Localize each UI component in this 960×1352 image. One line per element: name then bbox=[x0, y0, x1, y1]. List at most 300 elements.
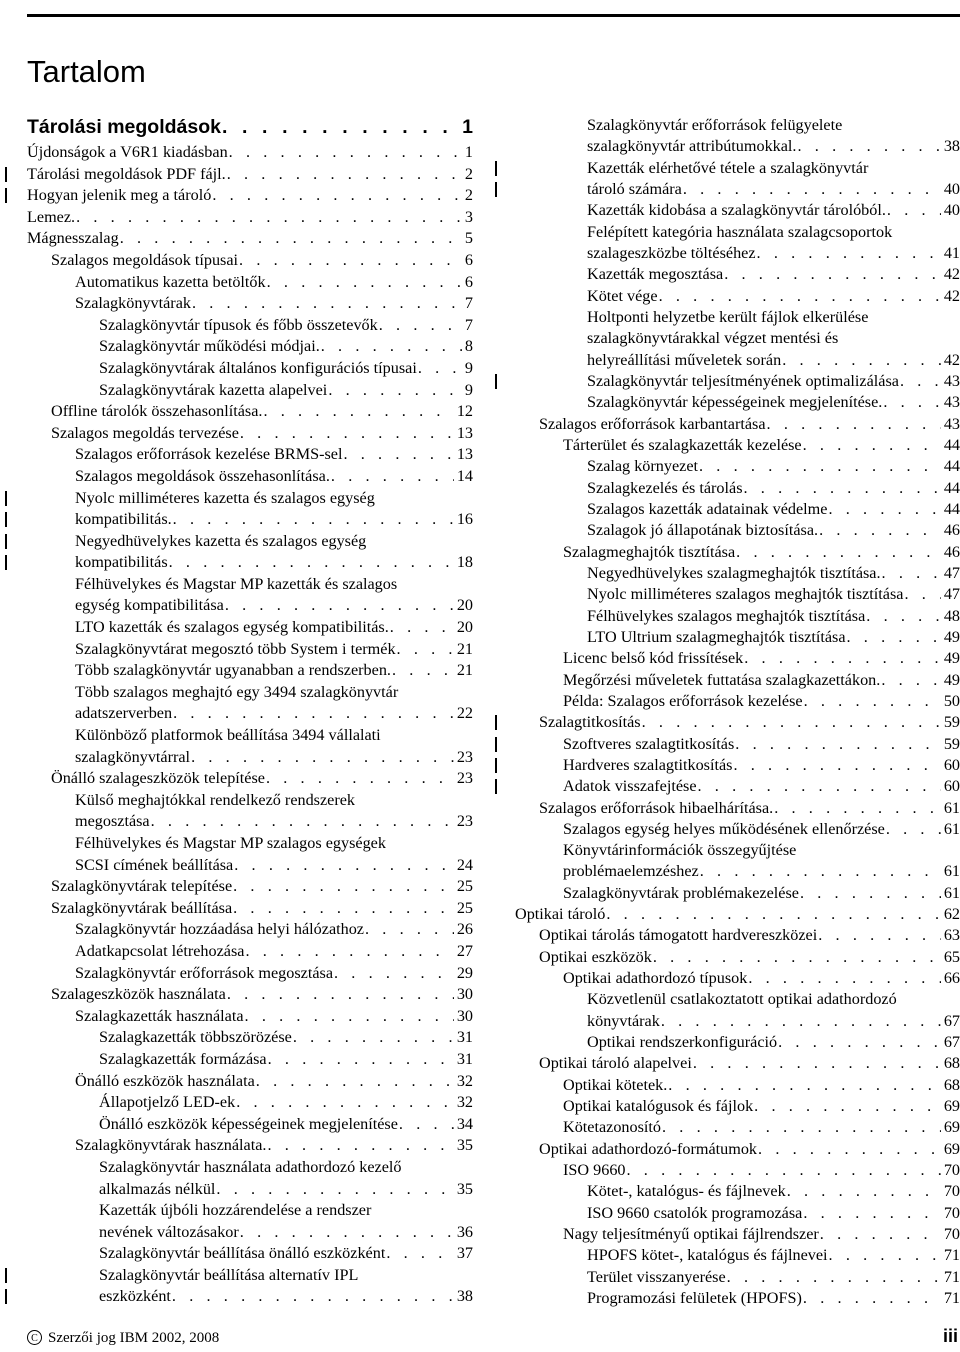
toc-leader-dots bbox=[227, 984, 454, 1006]
toc-entry[interactable] bbox=[27, 811, 473, 833]
toc-entry-page: 20 bbox=[456, 618, 473, 637]
toc-entry-title: Szalagkönyvtár erőforrások felügyelete bbox=[587, 116, 843, 134]
toc-entry[interactable] bbox=[515, 883, 960, 904]
toc-entry-title: ISO 9660 bbox=[563, 1161, 626, 1180]
toc-leader-dots bbox=[748, 968, 940, 989]
toc-entry-page: 16 bbox=[456, 510, 473, 529]
toc-entry[interactable] bbox=[27, 703, 473, 725]
toc-entry-page: 27 bbox=[456, 941, 473, 960]
toc-entry-title: alkalmazás nélkül bbox=[99, 1179, 216, 1198]
toc-entry-title: Szoftveres szalagtitkosítás bbox=[563, 734, 735, 753]
toc-entry[interactable] bbox=[27, 488, 473, 510]
toc-entry-title: Szalagos erőforrások kezelése BRMS-sel bbox=[75, 445, 343, 464]
toc-entry-page: 47 bbox=[943, 585, 960, 604]
toc-entry-page: 44 bbox=[943, 478, 960, 497]
toc-entry-title: Offline tárolók összehasonlítása. bbox=[51, 402, 263, 421]
toc-entry-title: Szalagkönyvtár hozzáadása helyi hálózathoz bbox=[75, 920, 364, 939]
toc-entry-page: 2 bbox=[464, 186, 473, 205]
toc-leader-dots bbox=[256, 1071, 454, 1093]
toc-entry-page: 6 bbox=[464, 250, 473, 269]
toc-entry[interactable] bbox=[515, 1267, 960, 1288]
toc-leader-dots bbox=[883, 392, 941, 413]
toc-entry-title: eszközként bbox=[99, 1287, 171, 1306]
toc-leader-dots bbox=[757, 243, 941, 264]
toc-entry-page: 23 bbox=[456, 812, 473, 831]
toc-entry[interactable] bbox=[27, 1243, 473, 1265]
toc-entry[interactable] bbox=[515, 1245, 960, 1266]
toc-leader-dots bbox=[263, 401, 453, 423]
toc-entry[interactable] bbox=[515, 755, 960, 776]
toc-entry-title: könyvtárak bbox=[587, 1011, 660, 1030]
toc-entry[interactable] bbox=[27, 768, 473, 790]
toc-entry[interactable] bbox=[515, 968, 960, 989]
toc-leader-dots bbox=[239, 250, 462, 272]
toc-leader-dots bbox=[800, 883, 941, 904]
toc-entry[interactable] bbox=[515, 1224, 960, 1245]
toc-leader-dots bbox=[169, 552, 454, 574]
toc-entry-page: 43 bbox=[943, 371, 960, 390]
toc-entry[interactable] bbox=[515, 840, 960, 861]
toc-entry[interactable] bbox=[515, 222, 960, 243]
toc-entry[interactable] bbox=[27, 185, 473, 207]
toc-entry[interactable] bbox=[515, 925, 960, 946]
toc-entry[interactable] bbox=[515, 798, 960, 819]
toc-entry-title: Szalagkönyvtár teljesítményének optimalizálása bbox=[587, 371, 899, 390]
change-bar bbox=[5, 167, 7, 182]
toc-entry[interactable] bbox=[27, 336, 473, 358]
toc-entry-page: 70 bbox=[943, 1203, 960, 1222]
toc-entry[interactable] bbox=[27, 660, 473, 682]
toc-entry-title: Hogyan jelenik meg a tároló bbox=[27, 186, 212, 205]
toc-entry[interactable] bbox=[515, 691, 960, 712]
toc-leader-dots bbox=[797, 136, 940, 157]
toc-entry[interactable] bbox=[515, 1053, 960, 1074]
toc-entry[interactable] bbox=[27, 315, 473, 337]
toc-entry[interactable] bbox=[27, 1114, 473, 1136]
toc-leader-dots bbox=[744, 478, 941, 499]
toc-entry-title: Nagy teljesítményű optikai fájlrendszer bbox=[563, 1225, 819, 1244]
toc-entry[interactable] bbox=[515, 414, 960, 435]
toc-entry-title: Szalagkönyvtár működési módjai. bbox=[99, 337, 320, 356]
toc-entry[interactable] bbox=[515, 606, 960, 627]
toc-entry-page: 49 bbox=[943, 627, 960, 646]
toc-entry[interactable] bbox=[27, 617, 473, 639]
toc-entry-page: 61 bbox=[943, 819, 960, 838]
toc-leader-dots bbox=[343, 444, 453, 466]
toc-entry[interactable] bbox=[515, 371, 960, 392]
toc-entry-page: 26 bbox=[456, 920, 473, 939]
toc-entry[interactable] bbox=[515, 478, 960, 499]
toc-leader-dots bbox=[233, 898, 454, 920]
toc-entry-page: 6 bbox=[464, 272, 473, 291]
toc-entry-page: 25 bbox=[456, 877, 473, 896]
toc-entry[interactable] bbox=[27, 423, 473, 445]
toc-entry[interactable] bbox=[515, 264, 960, 285]
toc-entry[interactable] bbox=[515, 520, 960, 541]
toc-entry[interactable] bbox=[27, 876, 473, 898]
toc-entry[interactable] bbox=[515, 776, 960, 797]
toc-entry[interactable] bbox=[27, 1027, 473, 1049]
toc-entry[interactable] bbox=[515, 286, 960, 307]
toc-entry-title: tároló számára bbox=[587, 179, 682, 198]
toc-entry[interactable] bbox=[27, 1222, 473, 1244]
toc-entry-page: 68 bbox=[943, 1075, 960, 1094]
toc-entry-title: Optikai tároló bbox=[515, 905, 606, 924]
change-bar bbox=[5, 188, 7, 203]
toc-right-column bbox=[515, 115, 960, 1309]
toc-entry[interactable] bbox=[515, 1288, 960, 1309]
toc-entry[interactable] bbox=[515, 1032, 960, 1053]
toc-entry[interactable] bbox=[27, 228, 473, 250]
toc-entry-page: 3 bbox=[464, 207, 473, 226]
toc-entry[interactable] bbox=[515, 1075, 960, 1096]
toc-entry-page: 30 bbox=[456, 985, 473, 1004]
toc-entry-title: Terület visszanyerése bbox=[587, 1267, 726, 1286]
toc-entry[interactable] bbox=[515, 1139, 960, 1160]
toc-entry-title: Szalagkönyvtár típusok és főbb összetevők bbox=[99, 315, 378, 334]
toc-leader-dots bbox=[699, 456, 941, 477]
toc-leader-dots bbox=[268, 1049, 454, 1071]
toc-entry[interactable] bbox=[515, 115, 960, 136]
toc-entry-title: Szalag környezet bbox=[587, 457, 699, 476]
toc-entry-title: Szalagos megoldások típusai bbox=[51, 250, 239, 269]
toc-leader-dots bbox=[267, 1135, 453, 1157]
toc-entry-title: Optikai katalógusok és fájlok bbox=[563, 1097, 754, 1116]
toc-leader-dots bbox=[659, 286, 941, 307]
toc-entry[interactable] bbox=[27, 1179, 473, 1201]
toc-leader-dots bbox=[328, 380, 462, 402]
toc-entry[interactable] bbox=[27, 142, 473, 164]
toc-leader-dots bbox=[758, 1139, 941, 1160]
header-rule bbox=[27, 14, 960, 17]
toc-entry-title: Optikai eszközök bbox=[539, 947, 652, 966]
toc-entry[interactable] bbox=[515, 819, 960, 840]
toc-entry[interactable] bbox=[27, 293, 473, 315]
change-bar bbox=[495, 161, 497, 176]
toc-entry-title: Optikai adathordozó-formátumok bbox=[539, 1139, 758, 1158]
toc-entry-title: Tárolási megoldások PDF fájl. bbox=[27, 164, 226, 183]
toc-entry-page: 44 bbox=[943, 435, 960, 454]
toc-entry-page: 71 bbox=[943, 1289, 960, 1308]
toc-leader-dots bbox=[662, 1117, 941, 1138]
toc-entry-title: Könyvtárinformációk összegyűjtése bbox=[563, 841, 797, 860]
toc-entry-page: 24 bbox=[456, 855, 473, 874]
toc-entry-title: Optikai rendszerkonfiguráció bbox=[587, 1033, 778, 1052]
toc-entry-page: 2 bbox=[464, 164, 473, 183]
toc-entry-title: Szalagos egység helyes működésének ellenőrzése bbox=[563, 819, 885, 838]
toc-entry[interactable] bbox=[515, 1011, 960, 1032]
toc-entry-title: Megőrzési műveletek futtatása szalagkazettákon. bbox=[563, 670, 881, 689]
toc-entry-page: 69 bbox=[943, 1139, 960, 1158]
toc-entry[interactable] bbox=[27, 984, 473, 1006]
toc-leader-dots bbox=[397, 639, 454, 661]
toc-entry-title: Több szalagkönyvtár ugyanabban a rendszerben. bbox=[75, 661, 391, 680]
toc-entry[interactable] bbox=[27, 855, 473, 877]
toc-entry[interactable] bbox=[27, 747, 473, 769]
toc-entry[interactable] bbox=[515, 627, 960, 648]
toc-entry-title: megosztása bbox=[75, 812, 150, 831]
toc-entry[interactable] bbox=[27, 380, 473, 402]
toc-entry-title: Szalagkönyvtár használata adathordozó kezelő bbox=[99, 1157, 402, 1176]
toc-leader-dots bbox=[803, 1203, 940, 1224]
toc-entry[interactable] bbox=[27, 1200, 473, 1222]
toc-entry-title: Szalagkönyvtár beállítása önálló eszközként bbox=[99, 1244, 386, 1263]
toc-entry-page: 59 bbox=[943, 713, 960, 732]
toc-entry-title: Félhüvelykes és Magstar MP kazetták és szalagos bbox=[75, 574, 398, 593]
toc-leader-dots bbox=[173, 509, 454, 531]
toc-entry[interactable] bbox=[515, 584, 960, 605]
toc-entry-page: 59 bbox=[943, 734, 960, 753]
toc-entry[interactable] bbox=[27, 444, 473, 466]
toc-entry[interactable] bbox=[27, 790, 473, 812]
toc-entry-title: Önálló eszközök képességeinek megjelenítése bbox=[99, 1114, 398, 1133]
toc-entry[interactable] bbox=[515, 456, 960, 477]
toc-entry[interactable] bbox=[27, 963, 473, 985]
toc-entry[interactable] bbox=[27, 1071, 473, 1093]
toc-leader-dots bbox=[234, 855, 454, 877]
toc-entry[interactable] bbox=[515, 435, 960, 456]
toc-entry[interactable] bbox=[27, 466, 473, 488]
change-bar bbox=[5, 1289, 7, 1304]
toc-entry-page: 23 bbox=[456, 769, 473, 788]
toc-leader-dots bbox=[76, 207, 462, 229]
toc-leader-dots bbox=[767, 414, 941, 435]
toc-entry-title: Szalagkönyvtárak beállítása bbox=[51, 898, 233, 917]
toc-entry[interactable] bbox=[515, 989, 960, 1010]
toc-entry[interactable] bbox=[515, 307, 960, 328]
toc-entry-title: Külső meghajtókkal rendelkező rendszerek bbox=[75, 790, 356, 809]
toc-entry-page: 22 bbox=[456, 704, 473, 723]
toc-entry[interactable] bbox=[27, 1049, 473, 1071]
toc-entry[interactable] bbox=[515, 947, 960, 968]
toc-entry-title: Példa: Szalagos erőforrások kezelése bbox=[563, 691, 803, 710]
toc-entry[interactable] bbox=[515, 1117, 960, 1138]
toc-entry-page: 37 bbox=[456, 1244, 473, 1263]
toc-entry-page: 60 bbox=[943, 755, 960, 774]
toc-entry-title: Szalagkazetták használata bbox=[75, 1006, 244, 1025]
toc-entry[interactable] bbox=[515, 328, 960, 349]
toc-entry[interactable] bbox=[515, 712, 960, 733]
toc-entry-page: 62 bbox=[943, 905, 960, 924]
toc-entry[interactable] bbox=[27, 1092, 473, 1114]
toc-entry-title: Hardveres szalagtitkosítás bbox=[563, 755, 733, 774]
toc-left-column bbox=[27, 112, 473, 1308]
toc-entry[interactable] bbox=[515, 392, 960, 413]
toc-leader-dots bbox=[331, 466, 454, 488]
toc-entry[interactable] bbox=[27, 595, 473, 617]
toc-entry[interactable] bbox=[27, 531, 473, 553]
toc-entry-title: Kötetazonosító bbox=[563, 1118, 662, 1137]
toc-entry[interactable] bbox=[27, 1286, 473, 1308]
toc-entry[interactable] bbox=[27, 639, 473, 661]
toc-entry-title: Újdonságok a V6R1 kiadásban bbox=[27, 143, 228, 161]
toc-entry-page: 8 bbox=[464, 337, 473, 356]
toc-entry-page: 66 bbox=[943, 969, 960, 988]
toc-entry-page: 71 bbox=[943, 1267, 960, 1286]
toc-entry-page: 47 bbox=[943, 563, 960, 582]
toc-entry-page: 23 bbox=[456, 747, 473, 766]
toc-entry-title: Szalagos erőforrások hibaelhárítása. bbox=[539, 798, 774, 817]
toc-entry-title: Szalagkazetták formázása bbox=[99, 1049, 267, 1068]
toc-entry-title: kompatibilitás bbox=[75, 553, 168, 572]
toc-leader-dots bbox=[240, 1222, 454, 1244]
toc-entry-page: 49 bbox=[943, 649, 960, 668]
toc-leader-dots bbox=[733, 755, 940, 776]
toc-entry-page: 61 bbox=[943, 798, 960, 817]
toc-entry-title: Felépített kategória használata szalagcsoportok bbox=[587, 222, 893, 241]
toc-entry[interactable] bbox=[27, 112, 473, 142]
change-bar bbox=[495, 737, 497, 752]
toc-entry[interactable] bbox=[27, 1157, 473, 1179]
toc-entry[interactable] bbox=[515, 648, 960, 669]
toc-entry[interactable] bbox=[515, 734, 960, 755]
toc-entry[interactable] bbox=[515, 499, 960, 520]
toc-entry-page: 13 bbox=[456, 445, 473, 464]
toc-entry[interactable] bbox=[515, 1181, 960, 1202]
change-bar bbox=[495, 715, 497, 730]
page-title: Tartalom bbox=[27, 54, 146, 89]
toc-entry[interactable] bbox=[27, 725, 473, 747]
toc-entry[interactable] bbox=[27, 401, 473, 423]
toc-leader-dots bbox=[683, 179, 941, 200]
toc-leader-dots bbox=[735, 734, 941, 755]
toc-leader-dots bbox=[886, 819, 941, 840]
toc-leader-dots bbox=[661, 1011, 941, 1032]
toc-entry-title: Optikai tárolás támogatott hardvereszközei bbox=[539, 926, 818, 945]
toc-entry[interactable] bbox=[515, 670, 960, 691]
toc-entry[interactable] bbox=[515, 158, 960, 179]
toc-entry[interactable] bbox=[27, 358, 473, 380]
toc-leader-dots bbox=[668, 1075, 941, 1096]
toc-entry[interactable] bbox=[27, 919, 473, 941]
toc-leader-dots bbox=[606, 904, 940, 925]
toc-entry-title: helyreállítási műveletek során bbox=[587, 350, 782, 369]
toc-entry-page: 63 bbox=[943, 926, 960, 945]
toc-entry[interactable] bbox=[27, 272, 473, 294]
toc-leader-dots bbox=[774, 798, 941, 819]
toc-entry[interactable] bbox=[515, 200, 960, 221]
toc-leader-dots bbox=[245, 1006, 454, 1028]
toc-entry-title: Kötet vége bbox=[587, 286, 658, 305]
toc-leader-dots bbox=[191, 747, 454, 769]
toc-entry[interactable] bbox=[27, 1265, 473, 1287]
toc-entry[interactable] bbox=[515, 1160, 960, 1181]
toc-entry-title: Félhüvelykes szalagos meghajtók tisztítása bbox=[587, 606, 866, 625]
toc-entry[interactable] bbox=[515, 136, 960, 157]
toc-entry-page: 30 bbox=[456, 1006, 473, 1025]
toc-leader-dots bbox=[866, 606, 941, 627]
toc-entry[interactable] bbox=[27, 164, 473, 186]
change-bar bbox=[5, 555, 7, 570]
toc-entry[interactable] bbox=[27, 509, 473, 531]
toc-leader-dots bbox=[386, 1243, 453, 1265]
toc-entry[interactable] bbox=[27, 898, 473, 920]
footer-copyright bbox=[27, 1330, 219, 1347]
toc-entry-title: Kazetták kidobása a szalagkönyvtár tárolóból. bbox=[587, 201, 886, 220]
toc-leader-dots bbox=[379, 315, 462, 337]
toc-leader-dots bbox=[173, 703, 454, 725]
toc-leader-dots bbox=[782, 350, 941, 371]
toc-leader-dots bbox=[882, 563, 941, 584]
toc-entry[interactable] bbox=[27, 552, 473, 574]
toc-entry[interactable] bbox=[27, 1135, 473, 1157]
toc-leader-dots bbox=[240, 423, 454, 445]
toc-leader-dots bbox=[803, 435, 941, 456]
toc-leader-dots bbox=[192, 293, 462, 315]
toc-entry-title: Szalagmeghajtók tisztítása bbox=[563, 542, 736, 561]
toc-leader-dots bbox=[321, 336, 462, 358]
toc-entry-page: 67 bbox=[943, 1011, 960, 1030]
toc-entry-page: 46 bbox=[943, 521, 960, 540]
toc-entry-title: Adatok visszafejtése bbox=[563, 777, 697, 796]
toc-entry-title: Szalagkönyvtárak általános konfigurációs típusai bbox=[99, 358, 417, 377]
toc-entry-title: nevének változásakor bbox=[99, 1222, 239, 1241]
toc-entry[interactable] bbox=[515, 243, 960, 264]
toc-entry[interactable] bbox=[515, 563, 960, 584]
toc-entry[interactable] bbox=[27, 207, 473, 229]
toc-entry-title: Programozási felületek (HPOFS) bbox=[587, 1289, 802, 1308]
toc-entry-page: 13 bbox=[456, 423, 473, 442]
toc-leader-dots bbox=[216, 1179, 453, 1201]
toc-leader-dots bbox=[847, 627, 941, 648]
toc-entry-page: 35 bbox=[456, 1179, 473, 1198]
toc-entry-title: Nyolc milliméteres kazetta és szalagos egység bbox=[75, 488, 375, 507]
toc-entry-title: Automatikus kazetta betöltők bbox=[75, 272, 266, 291]
toc-entry[interactable] bbox=[515, 1096, 960, 1117]
toc-entry-page: 5 bbox=[464, 229, 473, 248]
toc-entry-page: 61 bbox=[943, 862, 960, 881]
toc-leader-dots bbox=[627, 1160, 941, 1181]
toc-entry[interactable] bbox=[27, 1006, 473, 1028]
toc-entry-page: 38 bbox=[456, 1287, 473, 1306]
toc-entry-page: 40 bbox=[943, 179, 960, 198]
toc-entry-title: ISO 9660 csatolók programozása bbox=[587, 1203, 803, 1222]
toc-entry[interactable] bbox=[27, 682, 473, 704]
change-bar bbox=[5, 1268, 7, 1283]
change-bar bbox=[495, 758, 497, 773]
toc-entry-title: Állapotjelző LED-ek bbox=[99, 1093, 236, 1112]
toc-entry-page: 46 bbox=[943, 542, 960, 561]
toc-entry[interactable] bbox=[515, 179, 960, 200]
toc-entry-title: HPOFS kötet-, katalógus és fájlnevei bbox=[587, 1246, 828, 1265]
toc-entry-page: 1 bbox=[462, 116, 473, 138]
toc-entry[interactable] bbox=[515, 904, 960, 925]
toc-entry[interactable] bbox=[27, 574, 473, 596]
toc-leader-dots bbox=[744, 648, 941, 669]
toc-entry[interactable] bbox=[515, 350, 960, 371]
toc-leader-dots bbox=[236, 1092, 454, 1114]
toc-entry[interactable] bbox=[515, 861, 960, 882]
toc-leader-dots bbox=[829, 1245, 941, 1266]
change-bar bbox=[5, 512, 7, 527]
toc-entry-title: Nyolc milliméteres szalagos meghajtók tisztítása bbox=[587, 585, 904, 604]
toc-leader-dots bbox=[698, 776, 941, 797]
toc-entry[interactable] bbox=[27, 250, 473, 272]
toc-leader-dots bbox=[804, 691, 941, 712]
toc-entry-title: Tárterület és szalagkazetták kezelése bbox=[563, 435, 802, 454]
toc-entry[interactable] bbox=[515, 1203, 960, 1224]
toc-entry[interactable] bbox=[515, 542, 960, 563]
toc-entry-title: Szalagkazetták többszörözése bbox=[99, 1028, 292, 1047]
toc-entry[interactable] bbox=[27, 941, 473, 963]
toc-entry-page: 7 bbox=[464, 294, 473, 313]
toc-entry-page: 31 bbox=[456, 1028, 473, 1047]
toc-entry-title: Negyedhüvelykes kazetta és szalagos egység bbox=[75, 531, 367, 550]
toc-leader-dots bbox=[392, 660, 454, 682]
change-bar bbox=[495, 182, 497, 197]
toc-entry-page: 67 bbox=[943, 1033, 960, 1052]
toc-entry[interactable] bbox=[27, 833, 473, 855]
